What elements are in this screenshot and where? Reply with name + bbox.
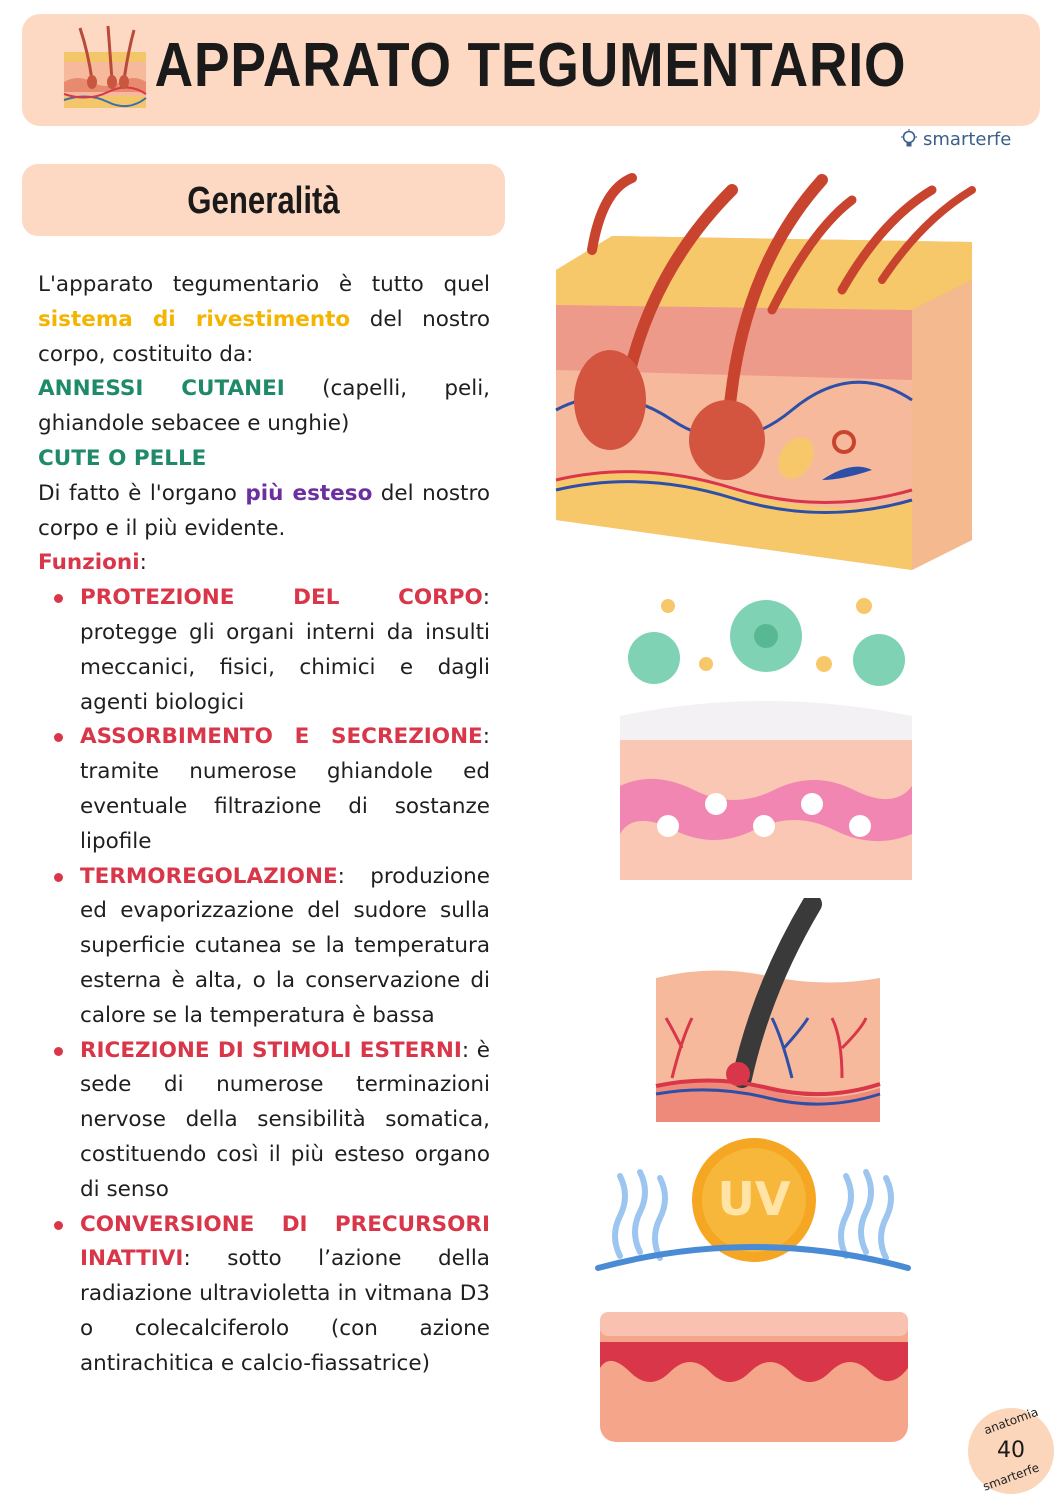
skin-protection-illustration (614, 590, 918, 884)
function-label: ASSORBIMENTO E SECREZIONE (80, 724, 483, 750)
body-text (38, 268, 490, 1382)
annessi-paragraph (38, 372, 490, 442)
highlight-piu-esteso: più esteso (245, 480, 373, 506)
skin-cross-section-illustration (552, 160, 978, 580)
list-item (80, 581, 490, 720)
function-text: : tramite numerose ghiandole ed eventuale filtrazione di sostanze lipofile (80, 724, 490, 854)
brand-name: smarterfe (923, 128, 1012, 150)
funzioni-heading (38, 546, 490, 581)
list-item (80, 1208, 490, 1382)
intro-text: L'apparato tegumentario è tutto quel (38, 272, 490, 297)
cute-text-end: del nostro corpo e il più evidente. (38, 480, 490, 541)
funzioni-label: Funzioni (38, 550, 140, 576)
function-label: CONVERSIONE DI PRECURSORI INATTIVI (80, 1211, 490, 1272)
uv-label: UV (717, 1172, 791, 1226)
section-title: Generalità (187, 180, 340, 222)
function-text: : sotto l’azione della radiazione ultravioletta in vitmana D3 o colecalciferolo (con azione antirachitica e calcio-fiassatrice) (80, 1246, 490, 1376)
funzioni-colon: : (139, 550, 147, 576)
list-item (80, 720, 490, 859)
function-label: TERMOREGOLAZIONE (80, 863, 338, 889)
lightbulb-icon (900, 129, 918, 149)
cute-label: CUTE O PELLE (38, 445, 207, 471)
function-text: : produzione ed evaporizzazione del sudore sulla superficie cutanea se la temperatura esterna è alta, o la conservazione di calore se la temperatura è bassa (80, 863, 490, 1028)
brand-mark (900, 127, 1011, 151)
annessi-text: (capelli, peli, ghiandole sebacee e unghie) (38, 376, 490, 437)
function-text: : protegge gli organi interni da insulti meccanici, fisici, chimici e dagli agenti biologici (80, 585, 490, 715)
list-item (80, 1034, 490, 1208)
annessi-label: ANNESSI CUTANEI (38, 376, 285, 402)
page-number-badge (968, 1404, 1054, 1494)
cute-heading (38, 442, 490, 477)
skin-hair-illustration (652, 898, 884, 1124)
functions-list (38, 581, 490, 1381)
function-label: RICEZIONE DI STIMOLI ESTERNI (80, 1037, 462, 1063)
badge-bottom-text: smarterfe (980, 1460, 1042, 1494)
cute-paragraph (38, 477, 490, 547)
intro-paragraph (38, 268, 490, 372)
function-text: : è sede di numerose terminazioni nervose della sensibilità somatica, costituendo così il più esteso organo di senso (80, 1037, 491, 1202)
badge-top-text: anatomia (981, 1404, 1041, 1438)
page-title: APPARATO TEGUMENTARIO (154, 31, 907, 100)
highlight-rivestimento: sistema di rivestimento (38, 306, 351, 332)
list-item (80, 860, 490, 1034)
cute-text: Di fatto è l'organo (38, 480, 246, 506)
function-label: PROTEZIONE DEL CORPO (80, 585, 483, 611)
intro-text-end: del nostro corpo, costituito da: (38, 306, 490, 367)
page-number: 40 (997, 1438, 1025, 1463)
